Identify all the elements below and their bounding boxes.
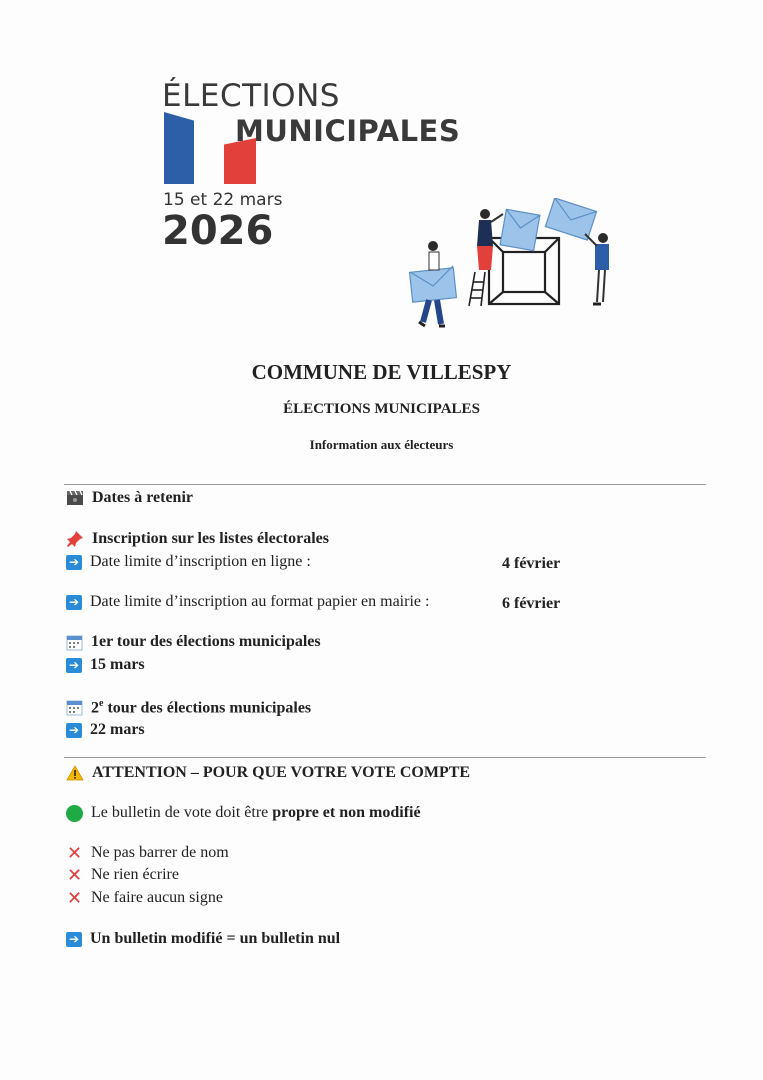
rule-item bbox=[66, 866, 179, 884]
attention-heading bbox=[66, 764, 470, 782]
arrow-right-icon: ➔ bbox=[66, 595, 82, 610]
round1-title: 1er tour des élections municipales bbox=[91, 633, 321, 650]
divider-middle bbox=[64, 757, 706, 758]
envelope-right bbox=[545, 198, 596, 240]
round2-date: 22 mars bbox=[90, 721, 145, 738]
round2-heading bbox=[66, 698, 311, 717]
person-right bbox=[585, 233, 609, 304]
paper-deadline-row bbox=[66, 593, 429, 611]
cross-mark-icon: ✕ bbox=[66, 842, 83, 864]
envelope-left bbox=[410, 266, 457, 302]
online-deadline-label: Date limite d’inscription en ligne : bbox=[90, 553, 311, 570]
dates-title: Dates à retenir bbox=[92, 489, 193, 506]
voting-illustration bbox=[405, 198, 615, 336]
calendar-icon bbox=[66, 634, 83, 651]
clapperboard-icon bbox=[66, 490, 84, 506]
arrow-right-icon: ➔ bbox=[66, 555, 82, 570]
rule-text: Ne pas barrer de nom bbox=[91, 844, 229, 861]
inscription-heading bbox=[66, 530, 329, 548]
round2-title bbox=[91, 698, 311, 717]
ladder bbox=[469, 272, 485, 306]
green-circle-icon bbox=[66, 805, 83, 822]
commune-title: COMMUNE DE VILLESPY bbox=[251, 360, 512, 384]
cross-mark-icon: ✕ bbox=[66, 887, 83, 909]
round2-date-row bbox=[66, 721, 145, 739]
rule-item bbox=[66, 889, 223, 907]
pushpin-icon bbox=[66, 530, 84, 548]
info-subtitle: Information aux électeurs bbox=[309, 437, 454, 452]
round2-superscript: e bbox=[99, 698, 104, 709]
envelope-middle bbox=[500, 209, 540, 250]
arrow-right-icon: ➔ bbox=[66, 932, 82, 947]
calendar-icon bbox=[66, 699, 83, 716]
logo-year: 2026 bbox=[162, 208, 274, 254]
logo-blue-bar bbox=[164, 112, 194, 184]
round2-number: 2 bbox=[91, 699, 99, 717]
round1-heading bbox=[66, 633, 321, 651]
rule-text: Ne rien écrire bbox=[91, 866, 179, 883]
elections-subtitle: ÉLECTIONS MUNICIPALES bbox=[283, 401, 480, 417]
bulletin-bold: propre et non modifié bbox=[272, 804, 421, 821]
round2-label: tour des élections municipales bbox=[103, 699, 312, 717]
attention-title: ATTENTION – POUR QUE VOTRE VOTE COMPTE bbox=[92, 764, 471, 781]
logo-dates: 15 et 22 mars bbox=[163, 190, 283, 210]
conclusion-text: Un bulletin modifié = un bulletin nul bbox=[90, 930, 341, 947]
rule-item bbox=[66, 844, 229, 862]
round1-date-row bbox=[66, 656, 145, 674]
logo-line2: MUNICIPALES bbox=[235, 114, 461, 148]
rule-text: Ne faire aucun signe bbox=[91, 889, 223, 906]
divider-top bbox=[64, 484, 706, 485]
arrow-right-icon: ➔ bbox=[66, 658, 82, 673]
bulletin-prefix: Le bulletin de vote doit être bbox=[91, 804, 273, 821]
paper-deadline-value: 6 février bbox=[502, 595, 561, 612]
warning-icon bbox=[66, 765, 84, 781]
paper-deadline-label: Date limite d’inscription au format papier en mairie : bbox=[90, 593, 430, 610]
bulletin-rule-row bbox=[66, 804, 421, 822]
inscription-title: Inscription sur les listes électorales bbox=[92, 530, 330, 547]
cross-mark-icon: ✕ bbox=[66, 864, 83, 886]
online-deadline-row bbox=[66, 553, 311, 571]
person-ladder bbox=[477, 209, 503, 270]
online-deadline-value: 4 février bbox=[502, 555, 561, 572]
logo-line1: ÉLECTIONS bbox=[162, 78, 340, 114]
round1-date: 15 mars bbox=[90, 656, 145, 673]
dates-heading bbox=[66, 489, 193, 507]
arrow-right-icon: ➔ bbox=[66, 723, 82, 738]
conclusion-row bbox=[66, 930, 340, 948]
